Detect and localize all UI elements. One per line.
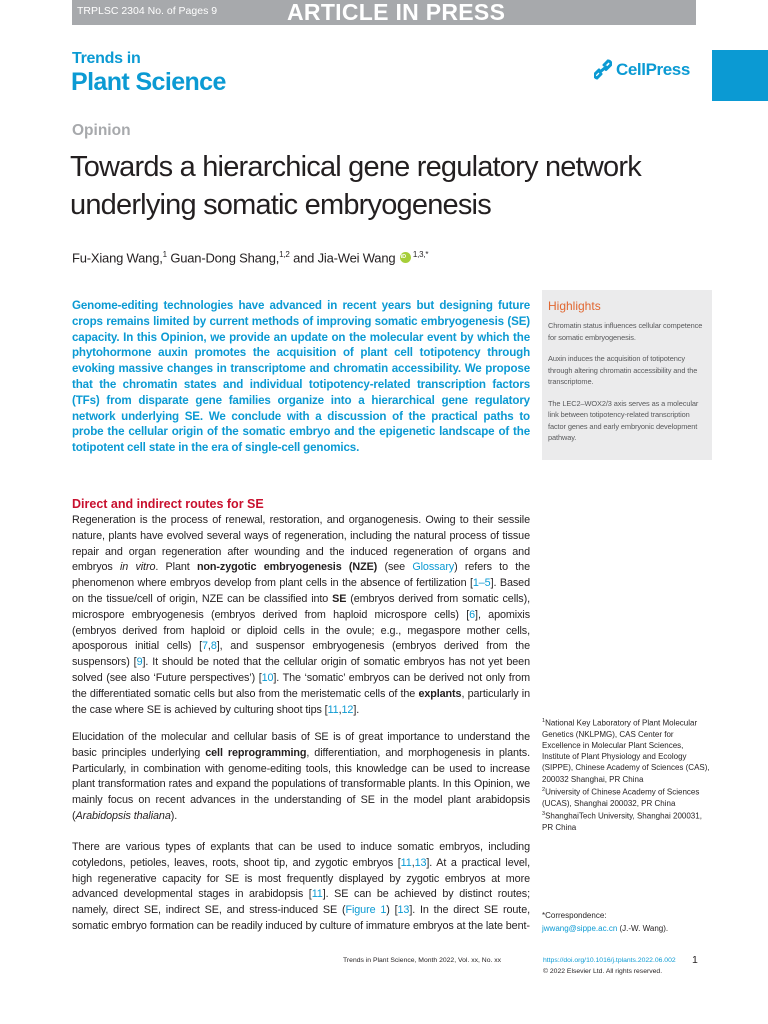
affiliation-item: $^1$National Key Laboratory of Plant Molecular Genetics (NKLPMG), CAS Center for Excellence in Molecular Plant Sciences, Institute of Plant Physiology and Ecology (SIPPE), Chinese Academy of Sciences (CAS), 200032 Shanghai, PR China: [542, 718, 710, 784]
journal-color-tab: [712, 50, 768, 101]
cellpress-link-icon: [594, 59, 612, 81]
author-name: Guan-Dong Shang,: [170, 250, 280, 266]
highlight-item: Auxin induces the acquisition of totipotency through altering chromatin accessibility and the transcriptome.: [548, 354, 698, 386]
body-paragraph: Elucidation of the molecular and cellular basis of SE is of great importance to understand the basic principles underlying cell reprogramming, differentiation, and morphogenesis in plants. Particularly, in combination with genome-editing tools, this knowledge can be used to increase plant transformation rates and expand the populations of transformable plants. In this Opinion, we mainly focus on recent advances in the understanding of SE in the model plant arabidopsis (Arabidopsis thaliana).: [72, 731, 531, 822]
publisher-name: CellPress: [616, 60, 690, 79]
section-heading: Direct and indirect routes for SE: [72, 497, 264, 511]
citation-link[interactable]: 7: [202, 640, 208, 653]
citation-link[interactable]: 11: [311, 888, 323, 901]
affiliation-item: $^3$ShanghaiTech University, Shanghai 200031, PR China: [542, 810, 702, 832]
article-in-press-bar: [72, 0, 696, 25]
glossary-term: explants: [418, 687, 462, 700]
glossary-link[interactable]: Glossary: [412, 561, 455, 574]
correspondence-name: (J.-W. Wang).: [617, 923, 669, 933]
correspondence-label: *Correspondence:: [542, 911, 607, 920]
citation-link[interactable]: 9: [136, 656, 143, 669]
body-paragraph: Regeneration is the process of renewal, restoration, and organogenesis. Owing to their sessile nature, plants have evolved several ways of regeneration, including the natural process of tissue repair and organ regeneration after wounding and the induced regeneration of organs and embryos in vitro. Plant non-zygotic embryogenesis (NZE) (see Glossary) refers to the phenomenon where embryos develop from plant cells in the absence of fertilization [1–5]. Based on the tissue/cell of origin, NZE can be classified into SE (embryos derived from somatic cells), microspore embryogenesis (embryos derived from haploid microspore cells) [6], apomixis (embryos derived from haploid or diploid cells in the ovule; e.g., megaspore mother cells, aposporous initial cells) [7,8], and suspensor embryogenesis (embryos derived from the suspensors) [9]. It should be noted that the cellular origin of somatic embryos has not yet been solved (see also ‘Future perspectives’) [10]. The ‘somatic’ embryos can be derived not only from the differentiated somatic cells but also from the meristematic cells of the explants, particularly in the case where SE is achieved by culturing shoot tips [11,12].: [72, 514, 531, 716]
citation-link[interactable]: 8: [210, 640, 217, 653]
correspondence-email-link[interactable]: jwwang@sippe.ac.cn: [542, 923, 618, 933]
author-name: Fu-Xiang Wang,: [72, 250, 163, 266]
highlights-title: Highlights: [548, 299, 601, 313]
author-affiliation-mark: 1: [162, 250, 167, 259]
orcid-icon[interactable]: [400, 252, 411, 263]
author-name: and Jia-Wei Wang: [293, 250, 396, 266]
correspondence: [542, 910, 712, 935]
author-affiliation-mark: 1,3,*: [412, 250, 429, 259]
citation-link[interactable]: 11: [400, 856, 412, 869]
highlights-box: [542, 290, 712, 460]
glossary-term: non-zygotic embryogenesis (NZE): [196, 561, 378, 574]
article-title: Towards a hierarchical gene regulatory network underlying somatic embryogenesis: [70, 151, 641, 221]
species-name: Arabidopsis thaliana: [75, 809, 171, 822]
article-in-press-label: ARTICLE IN PRESS: [287, 0, 506, 25]
article-type: Opinion: [72, 122, 131, 139]
page-number: 1: [692, 954, 698, 966]
affiliation-item: $^2$University of Chinese Academy of Sciences (UCAS), Shanghai 200032, PR China: [542, 786, 700, 808]
highlight-item: Chromatin status influences cellular competence for somatic embryogenesis.: [548, 321, 703, 342]
citation-link[interactable]: 13: [414, 856, 427, 869]
journal-name-line2: Plant Science: [71, 68, 226, 96]
footer-journal-citation: Trends in Plant Science, Month 2022, Vol. xx, No. xx: [343, 957, 502, 964]
figure-link[interactable]: Figure 1: [345, 904, 387, 917]
copyright-notice: © 2022 Elsevier Ltd. All rights reserved.: [543, 968, 663, 975]
citation-link[interactable]: 10: [261, 671, 274, 684]
glossary-term: SE: [332, 592, 347, 605]
abstract: Genome-editing technologies have advanced in recent years but designing future crops remains limited by current methods of improving somatic embryogenesis (SE) capacity. In this Opinion, we provide an update on the molecular event by which the phytohormone auxin promotes the acquisition of plant cell totipotency through evoking massive changes in transcriptome and chromatin accessibility. We propose that the chromatin states and individual totipotency-related transcription factors (TFs) from disparate gene families organize into a hierarchical gene regulatory network underlying SE. We conclude with a discussion of the practical paths to probe the cellular origin of the somatic embryo and the epigenetic landscape of the totipotent cell state in the era of single-cell genomics.: [72, 299, 530, 455]
citation-link[interactable]: 1–5: [472, 577, 491, 590]
citation-link[interactable]: 6: [469, 608, 476, 621]
citation-link[interactable]: 13: [397, 904, 410, 917]
body-paragraph: There are various types of explants that can be used to induce somatic embryos, including cotyledons, petioles, leaves, roots, shoot tip, and zygotic embryos [11,13]. At a practical level, high regenerative capacity for SE is most frequently displayed by zygotic embryos at more advanced developmental stages in arabidopsis [11]. SE can be achieved by distinct routes; namely, direct SE, indirect SE, and stress-induced SE (Figure 1) [13]. In the direct SE route, somatic embryo formation can be readily induced by culture of immature embryos at the late bent-: [72, 841, 531, 932]
author-affiliation-mark: 1,2: [279, 250, 290, 259]
citation-link[interactable]: 12: [341, 703, 354, 716]
journal-name-line1: Trends in: [72, 50, 141, 67]
publisher-logo[interactable]: [594, 59, 690, 81]
manuscript-reference: TRPLSC 2304 No. of Pages 9: [77, 5, 218, 17]
citation-link[interactable]: 11: [327, 703, 339, 716]
affiliations: [542, 716, 712, 833]
glossary-term: cell reprogramming: [205, 746, 307, 759]
doi-link[interactable]: https://doi.org/10.1016/j.tplants.2022.06.002: [543, 957, 676, 964]
highlight-item: The LEC2–WOX2/3 axis serves as a molecular link between totipotency-related transcription factor genes and early embryonic development pathway.: [548, 398, 699, 442]
author-list: [72, 250, 428, 265]
